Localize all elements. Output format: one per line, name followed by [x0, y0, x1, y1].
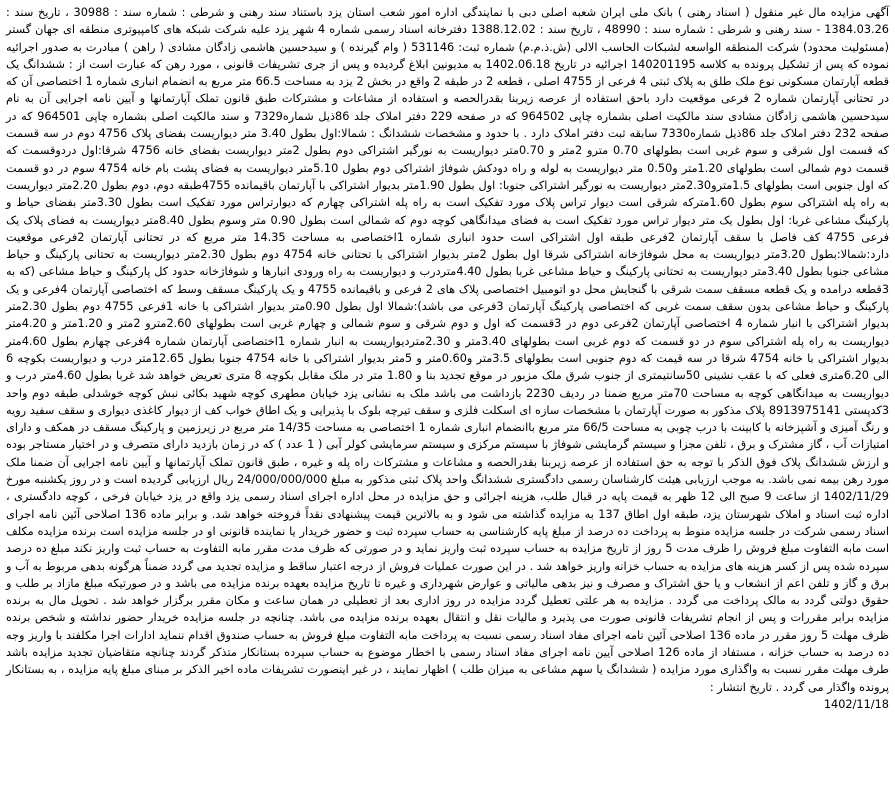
publish-date: 1402/11/18 [823, 697, 889, 711]
notice-body-text: آگهی مزایده مال غیر منقول ( اسناد رهنی ) بانک ملی ایران شعبه اصلی دبی با نمایندگی اداره امور شعب استان یزد باستناد سند رهنی و شرطی : شماره سند : 30988 ، تاریخ سند : 1384.03.26 - سند رهنی و شرطی : شماره سند : 48990 ، تاریخ سند : 1388.12.02 دفترخانه اسناد رسمی شماره 4 شهر یزد علیه شرکت شبکه های کامپیوتری منطقه ای جهان گستر (مسئولیت محدود) شرکت المنطقه الواسعه لشبکات الحاسب الالی (ش.ذ.م.م) شماره ثبت: 531146 ( وام گیرنده ) و سیدحسین هاشمی زادگان مشادی ( راهن ) مبادرت به صدور اجرائیه نموده که پس از تشکیل پرونده به کلاسه 140201195 اجرائیه در تاریخ 1402.06.18 به مدیونین ابلاغ گردیده و پس از جری تشریفات قانونی ، مورد رهن که عبارت است از : ششدانگ یک قطعه آپارتمان مسکونی نوع ملک طلق به پلاک ثبتی 4 فرعی از 4755 اصلی ، قطعه 2 در طبقه 2 واقع در بخش 2 یزد به مساحت 66.5 متر مربع به انضمام انباری شماره 1 اختصاصی آن که در تحتانی آپارتمان شماره 2 فرعی موقعیت دارد باحق استفاده از عرصه زیربنا بقدرالحصه و استفاده از مشاعات و مشترکات طبق قانون تملک آپارتمانها و آیین نامه اجرایی آن به نام سیدحسین هاشمی زادگان مشادی سند مالکیت اصلی بشماره چاپی 964502 که در صفحه 229 دفتر املاک جلد 86ذیل شماره7329 و سند مالکیت اصلی بشماره چاپی 964501 که در صفحه 232 دفتر املاک جلد 86ذیل شماره7330 سابقه ثبت دفتر املاک دارد . با حدود و مشخصات ششدانگ : شمالا:اول بطول 3.40 متر دیواریست بفضای پلاک 4756 دوم در سه قسمت که قسمت اول شرقی و سوم غربی است بطولهای 0.70 مترو 2متر و 0.70متر دیواریست به نورگیر اشتراکی دوم بطول 2متر دیواریست بفضای خانه 4756 شرقا:اول دردوقسمت که قسمت دوم شمالی است بطولهای 1.20متر و0.50 متر دیواریست به لوله و راه دودکش شوفاژ اشتراکی دوم بطول 5.10متر دیواریست به فضای پشت بام خانه 4754 سوم در دو قسمت که اول جنوبی است بطولهای 1.5مترو2.30متر دیواریست به نورگیر اشتراکی جنوبا: اول بطول 1.90متر بدیوار اشتراکی با آپارتمان باقیمانده 4755طبقه دوم، دوم بطول 2.20متر دیواریست به راه پله اشتراکی سوم بطول 1.60مترکه شرقی است دیوار تراس پلاک مورد تفکیک است به راه پله اشتراکی چهارم که دیوارتراس مورد تفکیک است بطول 3.30متر بفضای حیاط و پارکینگ مشاعی غربا: اول بطول یک متر دیوار تراس مورد تفکیک است به فضای میدانگاهی کوچه دوم که شمالی است بطول 0.90 متر وسوم بطول 8.40متر دیواریست به فضای پلاک یک فرعی 4755 کف فاصل با سقف آپارتمان 2فرعی طبقه اول اشتراکی است حدود انباری شماره 1اختصاصی به مساحت 14.35 متر مربع که در تحتانی آپارتمان 2فرعی موقعیت دارد:شمالا:بطول 3.20متر دیواریست به محل شوفاژخانه اشتراکی شرقا اول بطول 2متر بدیوار اشتراکی با تحتانی خانه 4754 دوم بطول 2.30متر دیواریست به تحتانی پارکینگ و حیاط مشاعی جنوبا بطول 3.40متر دیواریست به تحتانی پارکینگ و حیاط مشاعی غربا بطول 4.40متردرب و دیواریست به راه ورودی انبارها و شوفاژخانه حدود کل پارکینگ و حیاط مشاعی (که به 3قطعه درامده و یک قطعه مسقف سمت شرقی با گنجایش محل دو اتومبیل اختصاصی پلاک های 2 فرعی و باقیمانده 4755 و یک پارکینگ مسقف وسط که اختصاصی آپارتمان 4فرعی و یک پارکینگ و حیاط مشاعی بدون سقف سمت غربی که اختصاصی پارکینگ آپارتمان 3فرعی می باشد):شمالا اول بطول 0.90متر بدیوار اشتراکی با خانه 1فرعی 4755 دوم بطول 2.30متر بدیوار اشتراکی با انبار شماره 4 اختصاصی آپارتمان 2فرعی دوم در 3قسمت که اول و دوم شرقی و سوم شمالی و چهارم غربی است بطولهای 2.60مترو 2متر و 1.20متر و 4.20متر دیواریست به راه پله اشتراکی سوم در دو قسمت که دوم غربی است بطولهای 3.40متر و 2.30متردیواریست به انبار شماره 1اختصاصی آپارتمان شماره 4فرعی چهارم بطول 4.60متر بدیوار اشتراکی با خانه 4754 شرقا در سه قیمت که دوم جنوبی است بطولهای 3.5متر و0.60متر و 5متر بدیوار اشتراکی با خانه 4754 جنوبا بطول 12.65متر درب و دیواریست بکوچه 6 الی 6.20متری فعلی که با عقب نشینی 50سانتیمتری از جنوب شرق ملک مزبور در موقع تجدید بنا و 1.80 متر در ملک مقابل بکوچه 8 متری تعریض خواهد شد غربا بطول 4.60متر درب و دیواریست به میدانگاهی کوچه به مساحت 70متر مربع ضمنا در ردیف 2230 بازداشت می باشد ملک به نشانی یزد خیابان مطهری کوچه شهید بکائی نبش کوچه خوشدلی طبقه دوم واحد 3کدپستی 8913975141 پلاک مذکور به صورت آپارتمان با مشخصات سازه ای اسکلت فلزی و سقف تیرچه بلوک با پذیرایی و یک اطاق خواب کف از دیوار کاغذی دیواری و سقف سفید رویه و رنگ آمیزی و آشپزخانه با کابینت با درب چوبی به مساحت 66/5 متر مربع باانضمام انباری شماره 1 اختصاصی به مساحت 14/35 متر مربع در زیرزمین و پارکینگ مسقف در همکف و دارای امتیازات آب ، گاز مشترک و برق ، تلفن مجزا و سیستم گرمایشی شوفاژ با سیستم مرکزی و سیستم سرمایشی کولر آبی ( 1 عدد ) که در زمان بازدید دارای متصرف و در اختیار مستاجر بوده و ارزش ششدانگ پلاک فوق الذکر با توجه به حق استفاده از عرصه زیربنا بقدرالحصه و مشاعات و مشترکات راه پله و غیره ، طبق قانون تملک آپارتمانها و آیین نامه اجرایی آن ضمنا ملک مورد رهن بیمه نمی باشد. به موجب ارزیابی هیئت کارشناسان رسمی دادگستری ششدانگ واحد پلاک ثبتی مذکور به مبلغ 24/000/000/000 ریال ارزیابی گردیده است و در روز یکشنبه مورخ 1402/11/29 از ساعت 9 صبح الی 12 ظهر به قیمت پایه در قبال طلب، هزینه اجرائی و حق مزایده در محل اداره اجرای اسناد رسمی یزد واقع در یزد خیابان فرخی ، کوچه دادگستری ، اداره ثبت اسناد و املاک شهرستان یزد، طبقه اول اطاق 137 به مزایده گذاشته می شود و به بالاترین قیمت پیشنهادی نقداً فروخته خواهد شد. و برابر ماده 136 اصلاحی آئین نامه اجرای اسناد رسمی شرکت در جلسه مزایده منوط به پرداخت ده درصد از مبلغ پایه کارشناسی به حساب سپرده ثبت و حضور خریدار یا نماینده قانونی او در جلسه مزایده است برنده مزایده مکلف است مابه التفاوت مبلغ فروش را ظرف مدت 5 روز از تاریخ مزایده به حساب سپرده ثبت واریز نماید و در صورتی که ظرف مدت مقرر مابه التفاوت به حساب ثبت واریز نکند مبلغ ده درصد سپرده شده پس از کسر هزینه های مزایده به حساب خزانه واریز خواهد شد . در این صورت عملیات فروش از درجه اعتبار ساقط و مزایده تجدید می گردد ضمناً هرگونه بدهی مربوط به آب و برق و گاز و تلفن اعم از انشعاب و یا حق اشتراک و مصرف و نیز بدهی مالیاتی و عوارض شهرداری و غیره تا تاریخ مزایده بعهده برنده مزایده می باشد و در صورتیکه مبلغ مازاد بر طلب و حقوق دولتی گردد به مالک پرداخت می گردد . مزایده به هر علتی تعطیل گردد مزایده در روز اداری بعد از تعطیلی در همان ساعت و مکان مقرر برگزار خواهد شد . تحویل مال به برنده مزایده برابر مقررات و پس از انجام تشریفات قانونی صورت می پذیرد و مالیات نقل و انتقال بعهده برنده مزایده می باشد. چنانچه در جلسه مزایده خریدار حضور نداشته و شخص برنده ظرف مهلت 5 روز مقرر در ماده 136 اصلاحی آئین نامه اجرای مفاد اسناد رسمی نسبت به پرداخت مابه التفاوت مبلغ فروش به حساب صندوق اقدام ننماید ادارات اجرا مکلفند با واریز وجه ده درصد به حساب خزانه ، مستفاد از ماده 126 اصلاحی آیین نامه اجرای مفاد اسناد رسمی با اخطار موضوع به حساب سپرده بستانکار متذکر گردند چنانچه متقاضیان تجدید مزایده باشد طرف مهلت مقرر نسبت به واگذاری مورد مزایده ( ششدانگ یا سهم مشاعی به میزان طلب ) اظهار نمایند ، در غیر اینصورت تشریفات ماده اخیر الذکر بر مبنای مبلغ پایه مزایده ، به بستانکار پرونده واگذار می گردد . تاریخ انتشار : [6, 6, 890, 694]
